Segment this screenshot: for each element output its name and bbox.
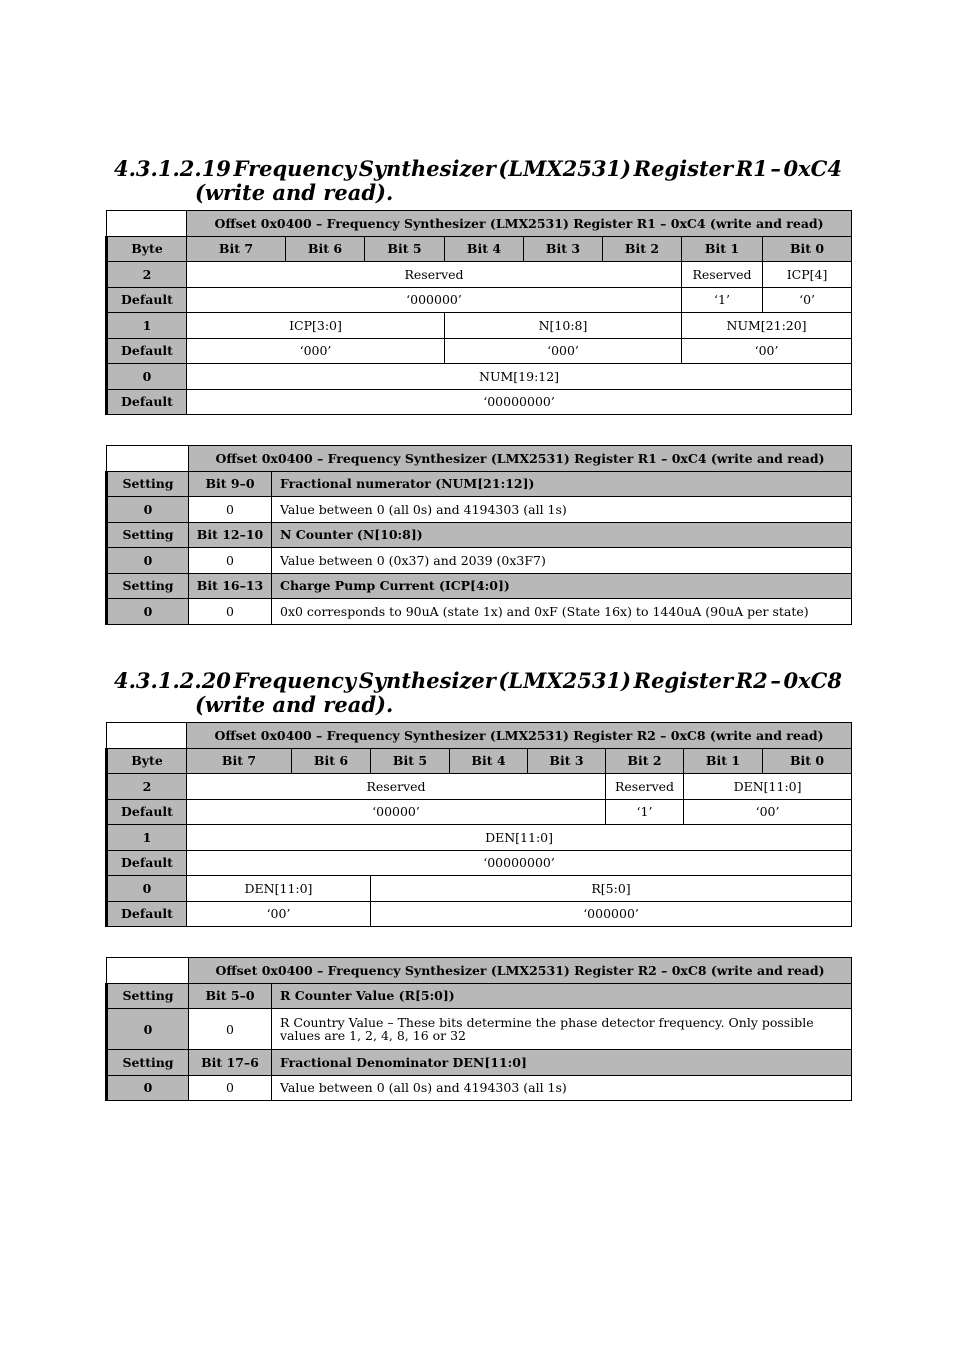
field-name: N Counter (N[10:8]): [272, 522, 852, 548]
bit-range: Bit 17–6: [189, 1050, 272, 1076]
row-label: 1: [107, 825, 187, 851]
field-cell: R[5:0]: [371, 876, 852, 902]
bit-header: Bit 6: [286, 236, 365, 262]
heading-line2: (write and read).: [195, 692, 394, 717]
setting-value: 0: [107, 548, 189, 574]
heading-word: –: [770, 668, 781, 693]
setting-label: Setting: [107, 522, 189, 548]
description-cell: Value between 0 (0x37) and 2039 (0x3F7): [272, 548, 852, 574]
heading-word: Synthesizer: [358, 668, 496, 693]
corner-cell: [107, 211, 187, 237]
heading-word: R2: [735, 668, 768, 693]
row-label: Default: [107, 287, 187, 313]
field-cell: Reserved: [682, 262, 763, 288]
section-heading-r1: [114, 157, 842, 205]
setting-label: Setting: [107, 1050, 189, 1076]
row-label: Default: [107, 389, 187, 415]
setting-value: 0: [107, 599, 189, 625]
default-cell: ‘000000’: [187, 287, 682, 313]
setting-value: 0: [107, 1009, 189, 1050]
bit-range: Bit 12–10: [189, 522, 272, 548]
bit-header: Bit 6: [292, 748, 371, 774]
description-cell: R Country Value – These bits determine the phase detector frequency. Only possible values are 1, 2, 4, 8, 16 or 32: [272, 1009, 852, 1050]
default-cell: ‘000’: [187, 338, 445, 364]
heading-word: Frequency: [233, 156, 357, 181]
setting-value: 0: [107, 1075, 189, 1101]
register-r1-table: [105, 210, 852, 415]
default-cell: ‘1’: [606, 799, 684, 825]
default-cell: ‘00000’: [187, 799, 606, 825]
field-cell: DEN[11:0]: [684, 774, 852, 800]
field-cell: NUM[19:12]: [187, 364, 852, 390]
bit-range: Bit 16–13: [189, 573, 272, 599]
bit-header: Bit 0: [763, 748, 852, 774]
register-r2-table: [105, 722, 852, 927]
default-cell: ‘00’: [682, 338, 852, 364]
field-cell: DEN[11:0]: [187, 825, 852, 851]
bit-header: Bit 1: [682, 236, 763, 262]
corner-cell: [107, 446, 189, 472]
field-cell: N[10:8]: [445, 313, 682, 339]
byte-header: Byte: [107, 236, 187, 262]
field-name: Charge Pump Current (ICP[4:0]): [272, 573, 852, 599]
bit-header: Bit 0: [763, 236, 852, 262]
description-cell: 0x0 corresponds to 90uA (state 1x) and 0xF (State 16x) to 1440uA (90uA per state): [272, 599, 852, 625]
section-number: 4.3.1.2.19: [114, 156, 231, 181]
field-name: Fractional numerator (NUM[21:12]): [272, 471, 852, 497]
value-cell: 0: [189, 1075, 272, 1101]
row-label: Default: [107, 850, 187, 876]
value-cell: 0: [189, 599, 272, 625]
table-title: Offset 0x0400 – Frequency Synthesizer (LMX2531) Register R2 – 0xC8 (write and read): [187, 723, 852, 749]
section-number: 4.3.1.2.20: [114, 668, 231, 693]
bit-header: Bit 4: [450, 748, 528, 774]
heading-word: Synthesizer: [358, 156, 496, 181]
section-heading-r2: [114, 669, 842, 717]
heading-line2: (write and read).: [195, 180, 394, 205]
corner-cell: [107, 723, 187, 749]
setting-r2-table: [105, 957, 852, 1101]
bit-header: Bit 4: [445, 236, 524, 262]
row-label: 0: [107, 364, 187, 390]
field-cell: NUM[21:20]: [682, 313, 852, 339]
bit-range: Bit 9–0: [189, 471, 272, 497]
bit-header: Bit 5: [365, 236, 445, 262]
default-cell: ‘00000000’: [187, 389, 852, 415]
setting-label: Setting: [107, 573, 189, 599]
heading-word: R1: [735, 156, 768, 181]
heading-word: –: [770, 156, 781, 181]
value-cell: 0: [189, 1009, 272, 1050]
table-title: Offset 0x0400 – Frequency Synthesizer (LMX2531) Register R2 – 0xC8 (write and read): [189, 958, 852, 984]
field-cell: ICP[3:0]: [187, 313, 445, 339]
heading-word: Register: [633, 668, 734, 693]
field-cell: DEN[11:0]: [187, 876, 371, 902]
row-label: Default: [107, 901, 187, 927]
field-name: R Counter Value (R[5:0]): [272, 983, 852, 1009]
heading-word: Register: [633, 156, 734, 181]
setting-label: Setting: [107, 471, 189, 497]
heading-word: (LMX2531): [498, 668, 632, 693]
row-label: Default: [107, 799, 187, 825]
field-name: Fractional Denominator DEN[11:0]: [272, 1050, 852, 1076]
heading-word: Frequency: [233, 668, 357, 693]
default-cell: ‘00000000’: [187, 850, 852, 876]
heading-word: 0xC8: [783, 668, 842, 693]
default-cell: ‘00’: [187, 901, 371, 927]
table-title: Offset 0x0400 – Frequency Synthesizer (LMX2531) Register R1 – 0xC4 (write and read): [187, 211, 852, 237]
field-cell: ICP[4]: [763, 262, 852, 288]
field-cell: Reserved: [187, 262, 682, 288]
bit-range: Bit 5–0: [189, 983, 272, 1009]
default-cell: ‘00’: [684, 799, 852, 825]
table-title: Offset 0x0400 – Frequency Synthesizer (LMX2531) Register R1 – 0xC4 (write and read): [189, 446, 852, 472]
byte-header: Byte: [107, 748, 187, 774]
row-label: 1: [107, 313, 187, 339]
value-cell: 0: [189, 548, 272, 574]
bit-header: Bit 1: [684, 748, 763, 774]
row-label: 2: [107, 774, 187, 800]
default-cell: ‘000000’: [371, 901, 852, 927]
bit-header: Bit 3: [528, 748, 606, 774]
row-label: Default: [107, 338, 187, 364]
heading-word: 0xC4: [783, 156, 842, 181]
setting-label: Setting: [107, 983, 189, 1009]
setting-value: 0: [107, 497, 189, 523]
default-cell: ‘1’: [682, 287, 763, 313]
field-cell: Reserved: [187, 774, 606, 800]
bit-header: Bit 2: [603, 236, 682, 262]
row-label: 0: [107, 876, 187, 902]
bit-header: Bit 7: [187, 748, 292, 774]
bit-header: Bit 5: [371, 748, 450, 774]
bit-header: Bit 7: [187, 236, 286, 262]
heading-word: (LMX2531): [498, 156, 632, 181]
bit-header: Bit 3: [524, 236, 603, 262]
bit-header: Bit 2: [606, 748, 684, 774]
row-label: 2: [107, 262, 187, 288]
default-cell: ‘0’: [763, 287, 852, 313]
default-cell: ‘000’: [445, 338, 682, 364]
setting-r1-table: [105, 445, 852, 625]
description-cell: Value between 0 (all 0s) and 4194303 (all 1s): [272, 497, 852, 523]
corner-cell: [107, 958, 189, 984]
description-cell: Value between 0 (all 0s) and 4194303 (all 1s): [272, 1075, 852, 1101]
field-cell: Reserved: [606, 774, 684, 800]
value-cell: 0: [189, 497, 272, 523]
